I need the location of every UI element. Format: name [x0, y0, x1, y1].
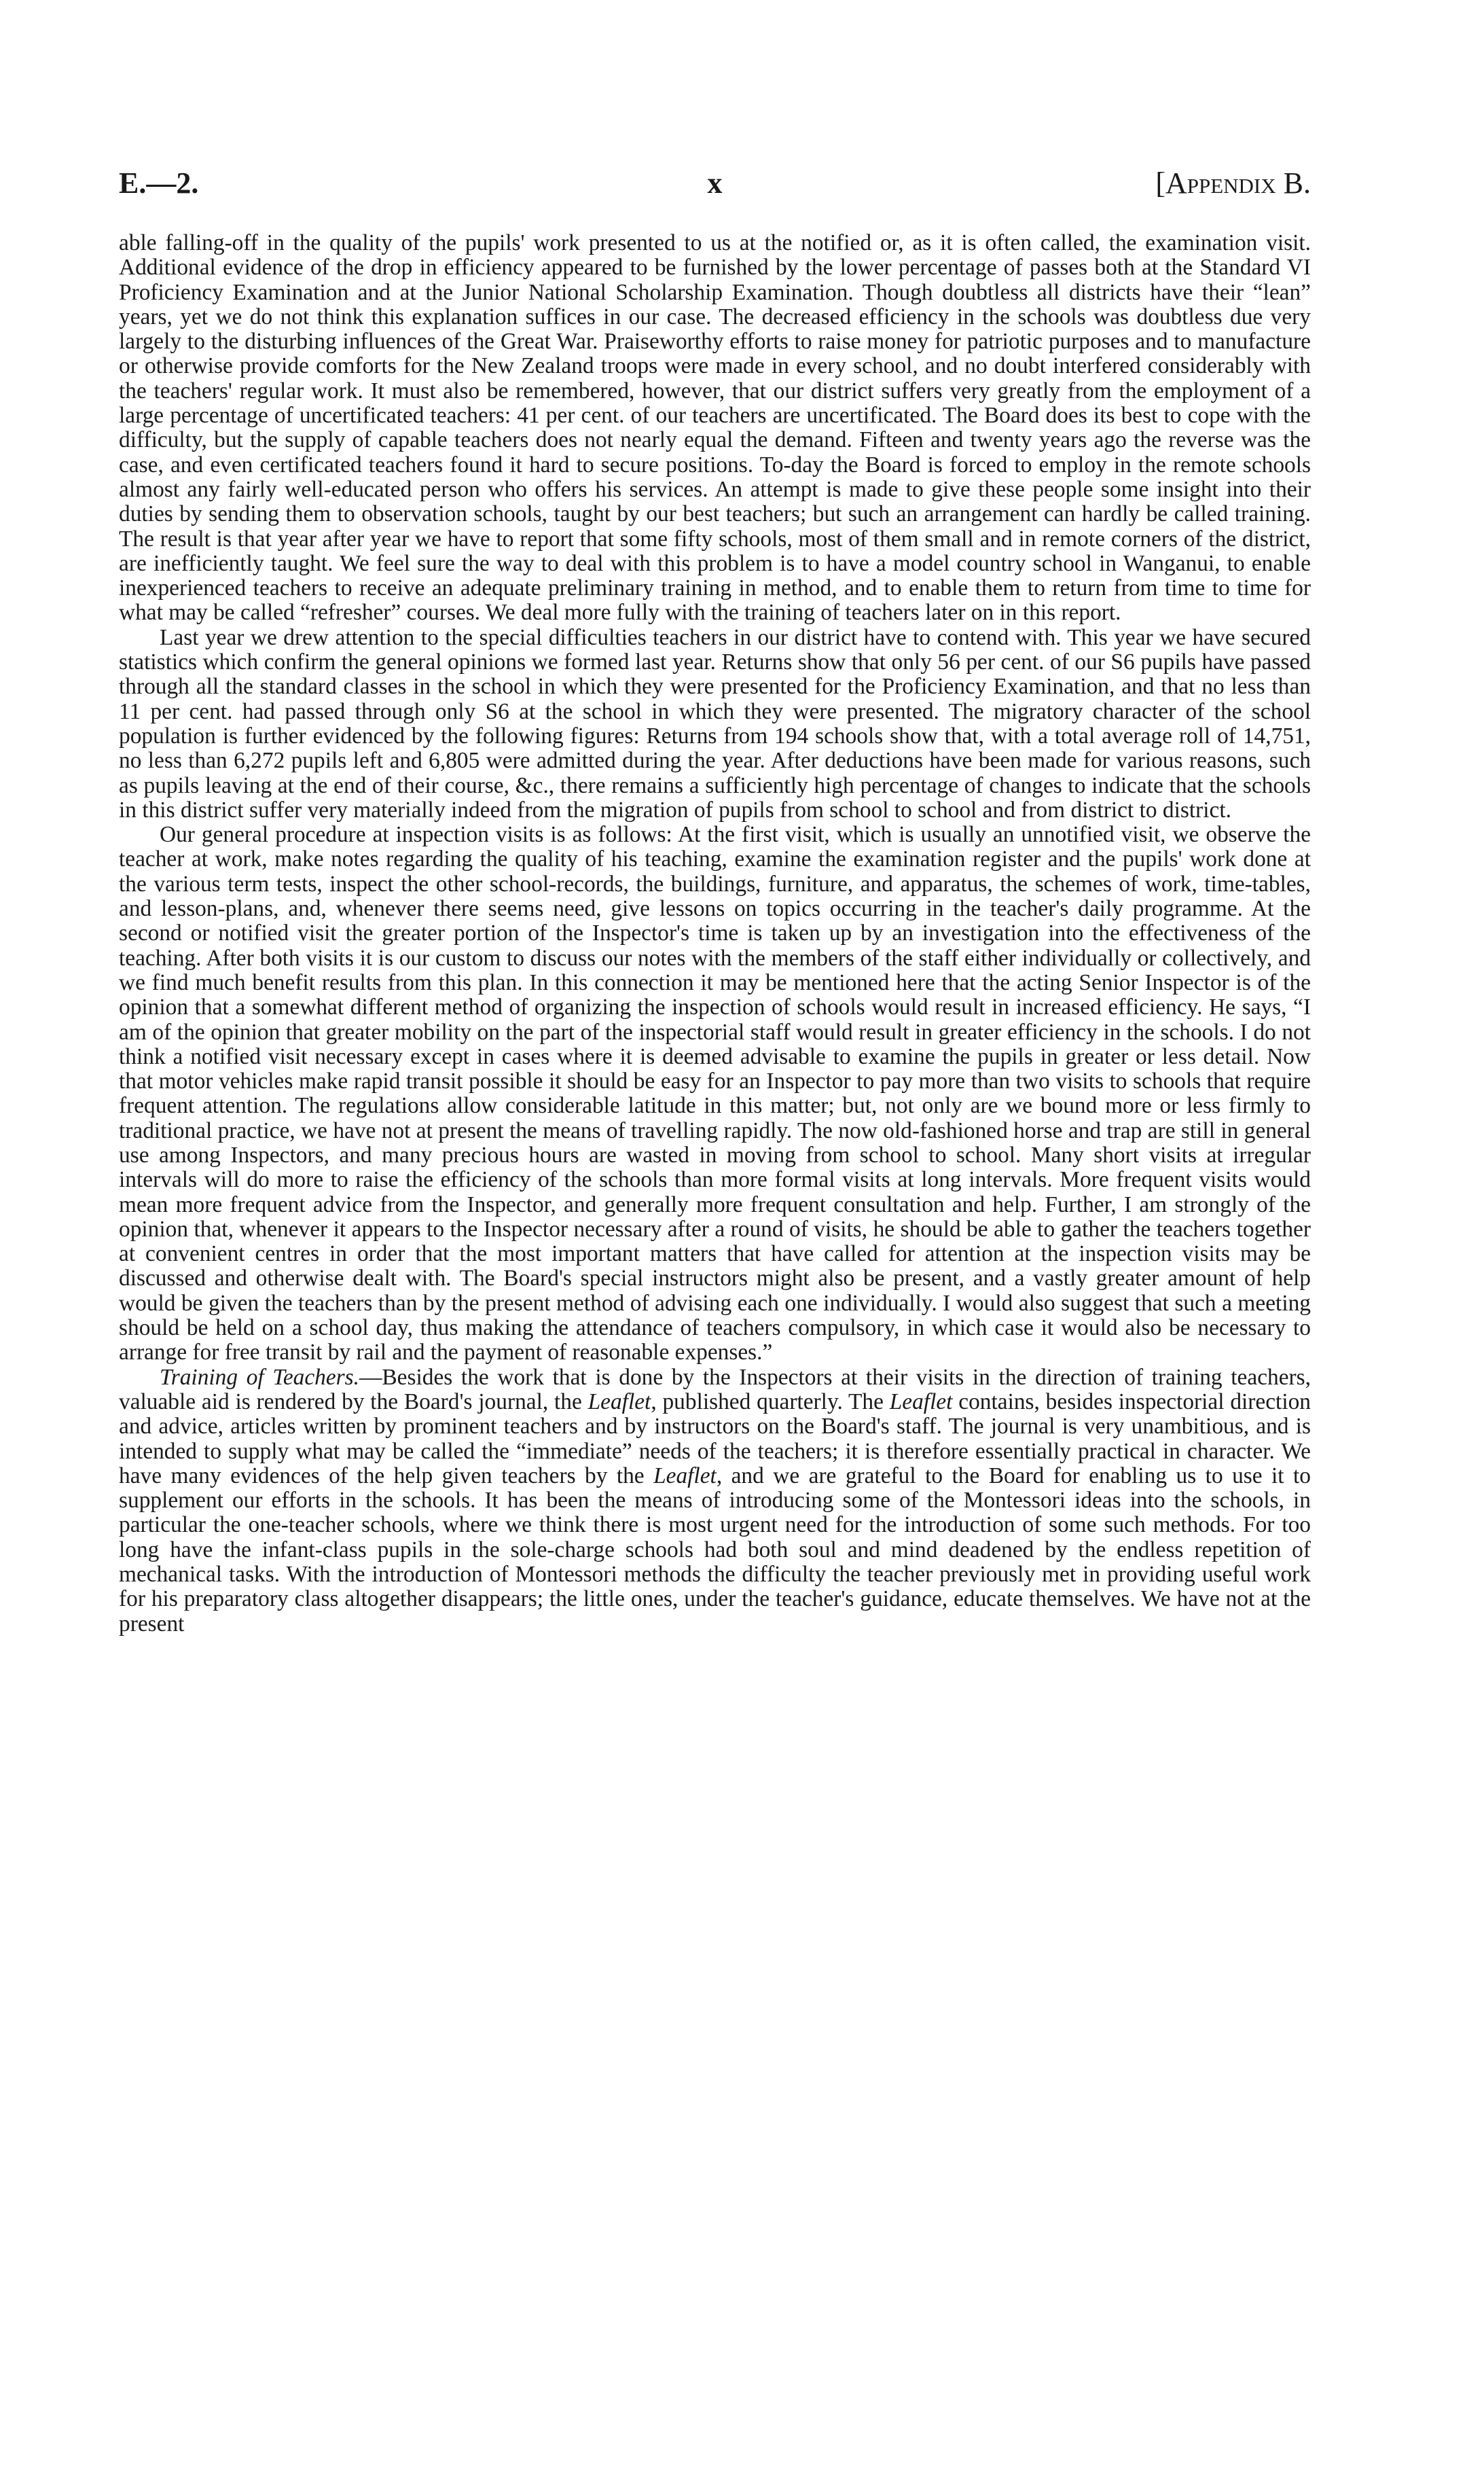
leaflet-title: Leaflet: [889, 1389, 953, 1414]
paragraph-4: [119, 1365, 1311, 1636]
body-text: [119, 231, 1311, 1636]
leaflet-title: Leaflet: [653, 1463, 717, 1488]
paragraph-4-text-a: —Besides the work that is done by the Inspectors at their visits in the direction of training teachers, valuable aid is rendered by the Board's journal, the: [119, 1364, 1311, 1414]
paragraph-2: Last year we drew attention to the special difficulties teachers in our district have to contend with. This year we have secured statistics which confirm the general opinions we formed last year. Returns show that only 56 per cent. of our S6 pupils have passed through all the standard classes in the school in which they were presented for the Proficiency Examination, and that no less than 11 per cent. had passed through only S6 at the school in which they were presented. The migratory character of the school population is further evidenced by the following figures: Returns from 194 schools show that, with a total average roll of 14,751, no less than 6,272 pupils left and 6,805 were admitted during the year. After deductions have been made for various reasons, such as pupils leaving at the end of their course, &c., there remains a sufficiently high percentage of changes to indicate that the schools in this district suffer very materially indeed from the migration of pupils from school to school and from district to district.: [119, 624, 1311, 823]
page-header: [119, 163, 1311, 204]
leaflet-title: Leaflet: [587, 1389, 651, 1414]
header-appendix-label: [Appendix B.: [1155, 166, 1311, 200]
paragraph-4-text-d: , and we are grateful to the Board for enabling us to use it to supplement our efforts in the schools. It has been the means of introducing some of the Montessori ideas into the schools, in particular the one-teacher schools, where we think there is most urgent need for the introduction of some such methods. For too long have the infant-class pupils in the sole-charge schools had both soul and mind deadened by the endless repetition of mechanical tasks. With the introduction of Montessori methods the difficulty the teacher previously met in providing useful work for his preparatory class altogether disappears; the little ones, under the teacher's guidance, educate themselves. We have not at the present: [119, 1463, 1311, 1636]
paragraph-4-text-c: contains, besides inspectorial direction and advice, articles written by prominent teachers and by instructors on the Board's staff. The journal is very unambitious, and is intended to supply what may be called the “immediate” needs of the teachers; it is therefore essentially practical in character. We have many evidences of the help given teachers by the: [119, 1389, 1311, 1488]
header-document-code: E.—2.: [119, 166, 199, 200]
paragraph-3: Our general procedure at inspection visits is as follows: At the first visit, which is usually an unnotified visit, we observe the teacher at work, make notes regarding the quality of his teaching, examine the examination register and the pupils' work done at the various term tests, inspect the other school-records, the buildings, furniture, and apparatus, the schemes of work, time-tables, and lesson-plans, and, whenever there seems need, give lessons on topics occurring in the teacher's daily programme. At the second or notified visit the greater portion of the Inspector's time is taken up by an investigation into the effectiveness of the teaching. After both visits it is our custom to discuss our notes with the members of the staff either individually or collectively, and we find much benefit results from this plan. In this connection it may be mentioned here that the acting Senior Inspector is of the opinion that a somewhat different method of organizing the inspection of schools would result in increased efficiency. He says, “I am of the opinion that greater mobility on the part of the inspectorial staff would result in greater efficiency in the schools. I do not think a notified visit necessary except in cases where it is deemed advisable to examine the pupils in greater or less detail. Now that motor vehicles make rapid transit possible it should be easy for an Inspector to pay more than two visits to schools that require frequent attention. The regulations allow considerable latitude in this matter; but, not only are we bound more or less firmly to traditional practice, we have not at present the means of travelling rapidly. The now old-fashioned horse and trap are still in general use among Inspectors, and many precious hours are wasted in moving from school to school. Many short visits at irregular intervals will do more to raise the efficiency of the schools than more formal visits at long intervals. More frequent visits would mean more frequent advice from the Inspector, and generally more frequent consultation and help. Further, I am strongly of the opinion that, whenever it appears to the Inspector necessary after a round of visits, he should be able to gather the teachers together at convenient centres in order that the most important matters that have called for attention at the inspection visits may be discussed and otherwise dealt with. The Board's special instructors might also be present, and a vastly greater amount of help would be given the teachers than by the present method of advising each one individually. I would also suggest that such a meeting should be held on a school day, thus making the attendance of teachers compulsory, in which case it would also be necessary to arrange for free transit by rail and the payment of reasonable expenses.”: [119, 822, 1311, 1365]
paragraph-1: able falling-off in the quality of the pupils' work presented to us at the notified or, as it is often called, the examination visit. Additional evidence of the drop in efficiency appeared to be furnished by the lower percentage of passes both at the Standard VI Proficiency Examination and at the Junior National Scholarship Examination. Though doubtless all districts have their “lean” years, yet we do not think this explanation suffices in our case. The decreased efficiency in the schools was doubtless due very largely to the disturbing influences of the Great War. Praiseworthy efforts to raise money for patriotic purposes and to manufacture or otherwise provide comforts for the New Zealand troops were made in every school, and no doubt interfered considerably with the teachers' regular work. It must also be remembered, however, that our district suffers very greatly from the employment of a large percentage of uncertificated teachers: 41 per cent. of our teachers are uncertificated. The Board does its best to cope with the difficulty, but the supply of capable teachers does not nearly equal the demand. Fifteen and twenty years ago the reverse was the case, and even certificated teachers found it hard to secure positions. To-day the Board is forced to employ in the remote schools almost any fairly well-educated person who offers his services. An attempt is made to give these people some insight into their duties by sending them to observation schools, taught by our best teachers; but such an arrangement can hardly be called training. The result is that year after year we have to report that some fifty schools, most of them small and in remote corners of the district, are inefficiently taught. We feel sure the way to deal with this problem is to have a model country school in Wanganui, to enable inexperienced teachers to receive an adequate preliminary training in method, and to enable them to return from time to time for what may be called “refresher” courses. We deal more fully with the training of teachers later on in this report.: [119, 230, 1311, 626]
paragraph-4-text-b: , published quarterly. The: [651, 1389, 890, 1414]
header-page-number: x: [707, 166, 723, 200]
section-heading-training-of-teachers: Training of Teachers.: [160, 1364, 360, 1390]
